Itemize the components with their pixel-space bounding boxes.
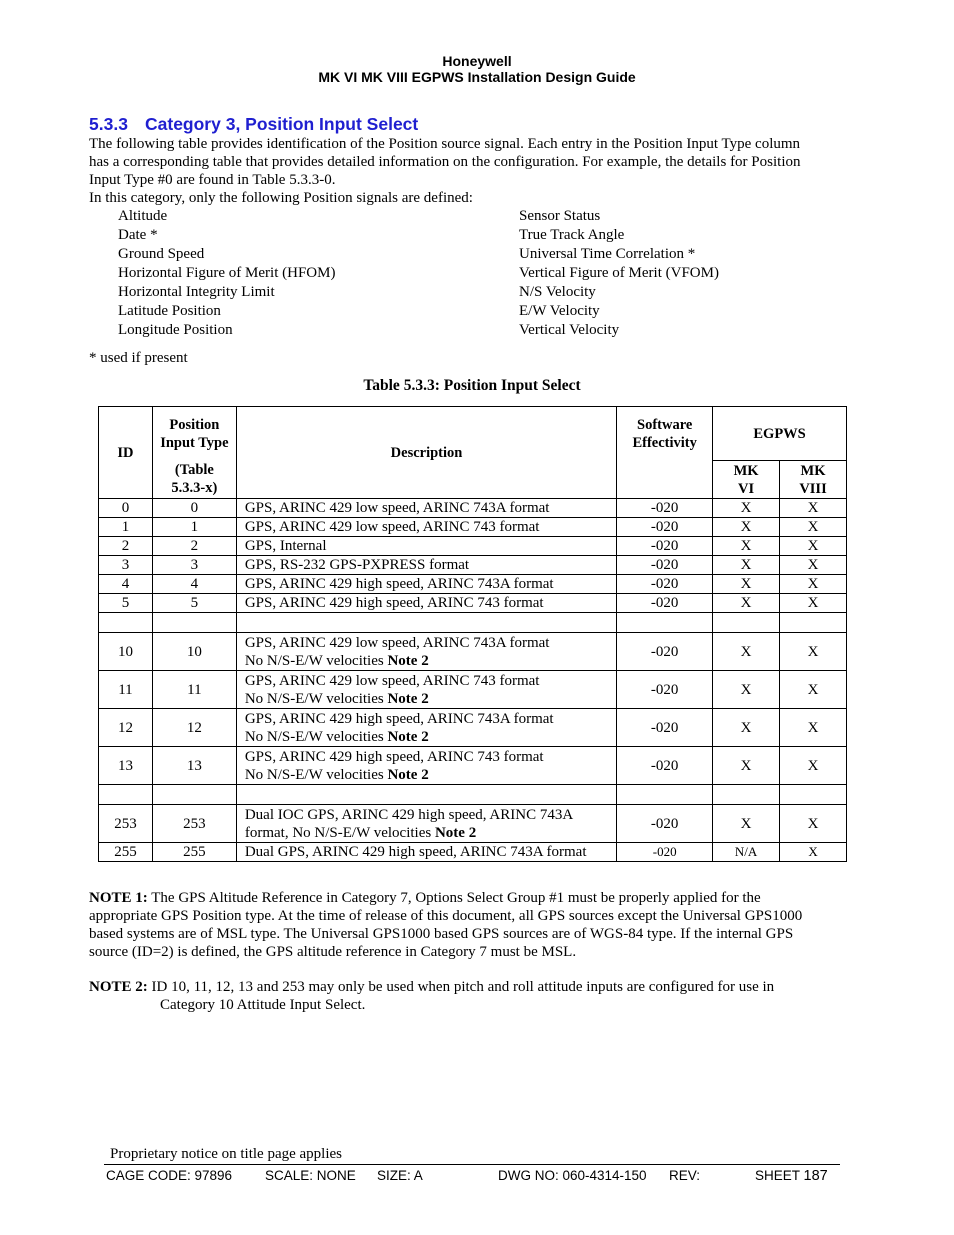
table-row [99, 537, 847, 556]
cell-software: -020 [617, 556, 713, 575]
cell-description: Dual GPS, ARINC 429 high speed, ARINC 743A format [236, 843, 616, 862]
description-line-1: GPS, ARINC 429 high speed, ARINC 743 format [244, 748, 544, 765]
cell-mk8: X [780, 556, 847, 575]
header-company: Honeywell [442, 53, 512, 69]
mk8-line-2: VIII [799, 480, 827, 497]
mk6-line-1: MK [733, 462, 759, 479]
cell-id: 3 [99, 556, 153, 575]
cell-software: -020 [617, 518, 713, 537]
signal-left-5: Horizontal Integrity Limit [118, 284, 275, 300]
cell-description: GPS, RS-232 GPS-PXPRESS format [236, 556, 616, 575]
cell-mk8: X [780, 805, 847, 843]
table-row [99, 671, 847, 709]
note-2-line-1 [89, 978, 774, 996]
cell-type: 10 [152, 633, 236, 671]
note-reference: Note 2 [387, 728, 429, 745]
signal-left-6: Latitude Position [118, 303, 221, 319]
col-header-mk8 [780, 461, 847, 499]
description-line-2 [245, 690, 616, 708]
cell-mk8: X [780, 709, 847, 747]
header-title: MK VI MK VIII EGPWS Installation Design Guide [318, 69, 636, 85]
description-text: No N/S-E/W velocities [244, 690, 388, 707]
cell-mk6: X [713, 537, 780, 556]
cell-type: 4 [152, 575, 236, 594]
section-number: 5.3.3 [89, 114, 128, 134]
pos-type-line-3: (Table [174, 462, 214, 479]
note-2-text: ID 10, 11, 12, 13 and 253 may only be used when pitch and roll attitude inputs are configured for use in [147, 979, 775, 995]
signal-left-4: Horizontal Figure of Merit (HFOM) [118, 265, 336, 281]
signal-right-7: Vertical Velocity [519, 322, 620, 338]
signal-right-5: N/S Velocity [519, 284, 596, 300]
col-header-id: ID [99, 407, 153, 499]
col-header-description: Description [236, 407, 616, 499]
description-text: format, No N/S-E/W velocities [244, 824, 435, 841]
table-row [99, 633, 847, 671]
scale: SCALE: NONE [265, 1168, 356, 1183]
table-row [99, 843, 847, 862]
intro-line-2: has a corresponding table that provides detailed information on the configuration. For example, the details for Position [89, 154, 801, 170]
footer-divider [104, 1164, 840, 1165]
col-header-software-empty [617, 461, 713, 499]
section-title: Category 3, Position Input Select [145, 114, 419, 134]
cell-type: 0 [152, 499, 236, 518]
signal-right-1: Sensor Status [519, 208, 601, 224]
cell-id: 12 [99, 709, 153, 747]
cell-software: -020 [617, 843, 713, 862]
pos-type-line-1: Position [169, 416, 220, 433]
cell-software: -020 [617, 499, 713, 518]
sheet-number: 187 [803, 1168, 828, 1184]
note-reference: Note 2 [387, 690, 429, 707]
sheet [755, 1168, 828, 1184]
cell-description [236, 633, 616, 671]
cell-software: -020 [617, 633, 713, 671]
software-line-1: Software [637, 416, 693, 433]
signal-left-1: Altitude [118, 208, 168, 224]
cell-type: 13 [152, 747, 236, 785]
col-header-egpws: EGPWS [713, 407, 847, 461]
cell-type: 5 [152, 594, 236, 613]
position-input-table [98, 406, 847, 862]
table-row [99, 747, 847, 785]
description-text: No N/S-E/W velocities [244, 652, 388, 669]
cell-id: 0 [99, 499, 153, 518]
cell-mk8: X [780, 843, 847, 862]
cell-description: GPS, ARINC 429 low speed, ARINC 743 format [236, 518, 616, 537]
col-header-position-type [152, 407, 236, 461]
cell-mk6: X [713, 633, 780, 671]
cell-type: 2 [152, 537, 236, 556]
col-header-software [617, 407, 713, 461]
cell-software: -020 [617, 537, 713, 556]
cell-type: 255 [152, 843, 236, 862]
cell-mk8: X [780, 537, 847, 556]
cell-software: -020 [617, 805, 713, 843]
note-1-label: NOTE 1: [89, 890, 148, 906]
cell-description [236, 805, 616, 843]
cell-software: -020 [617, 575, 713, 594]
pos-type-line-2: Input Type [160, 434, 229, 451]
cell-mk8: X [780, 575, 847, 594]
cell-mk8: X [780, 518, 847, 537]
cell-mk8: X [780, 594, 847, 613]
mk8-line-1: MK [800, 462, 826, 479]
table-row [99, 556, 847, 575]
table-row-blank [99, 785, 847, 805]
cell-type: 1 [152, 518, 236, 537]
description-line-1: GPS, ARINC 429 low speed, ARINC 743 format [244, 672, 540, 689]
cell-mk6: X [713, 747, 780, 785]
table-row [99, 805, 847, 843]
signal-right-6: E/W Velocity [519, 303, 600, 319]
cell-description: GPS, ARINC 429 high speed, ARINC 743 format [236, 594, 616, 613]
sheet-label: SHEET [755, 1168, 800, 1183]
description-line-2 [245, 766, 616, 784]
cell-id: 11 [99, 671, 153, 709]
software-line-2: Effectivity [632, 434, 697, 451]
col-header-mk6 [713, 461, 780, 499]
signal-left-2: Date * [118, 227, 158, 243]
table-row [99, 518, 847, 537]
cell-id: 1 [99, 518, 153, 537]
cell-mk6: X [713, 556, 780, 575]
note-reference: Note 2 [434, 824, 477, 841]
note-2-label: NOTE 2: [89, 979, 148, 995]
intro-line-3: Input Type #0 are found in Table 5.3.3-0. [89, 172, 336, 188]
description-line-1: GPS, ARINC 429 high speed, ARINC 743A format [244, 710, 554, 727]
table-row [99, 709, 847, 747]
cell-software: -020 [617, 747, 713, 785]
signal-left-7: Longitude Position [118, 322, 233, 338]
pos-type-line-4: 5.3.3-x) [171, 480, 218, 497]
cell-description: GPS, ARINC 429 high speed, ARINC 743A format [236, 575, 616, 594]
cell-description [236, 671, 616, 709]
cell-mk8: X [780, 499, 847, 518]
cell-id: 10 [99, 633, 153, 671]
cell-id: 13 [99, 747, 153, 785]
signal-right-3: Universal Time Correlation * [519, 246, 696, 262]
cell-id: 4 [99, 575, 153, 594]
cell-mk6: X [713, 671, 780, 709]
table-row [99, 594, 847, 613]
cell-software: -020 [617, 709, 713, 747]
proprietary-notice: Proprietary notice on title page applies [110, 1146, 343, 1162]
note-2-line-2: Category 10 Attitude Input Select. [160, 997, 366, 1013]
cell-description [236, 747, 616, 785]
cell-mk6: X [713, 709, 780, 747]
note-reference: Note 2 [387, 766, 429, 783]
intro-line-1: The following table provides identification of the Position source signal. Each entry in the Position Input Type column [89, 136, 801, 152]
cell-mk6: X [713, 594, 780, 613]
cell-software: -020 [617, 594, 713, 613]
cage-code: CAGE CODE: 97896 [106, 1168, 233, 1183]
cell-mk6: X [713, 518, 780, 537]
signal-right-4: Vertical Figure of Merit (VFOM) [519, 265, 719, 281]
table-row [99, 499, 847, 518]
table-row-blank [99, 613, 847, 633]
cell-id: 253 [99, 805, 153, 843]
cell-mk8: X [780, 633, 847, 671]
cell-mk8: X [780, 747, 847, 785]
description-line-1: GPS, ARINC 429 low speed, ARINC 743A format [244, 634, 550, 651]
drawing-number: DWG NO: 060-4314-150 [498, 1168, 647, 1183]
footnote-used-if-present: * used if present [89, 350, 188, 366]
description-text: No N/S-E/W velocities [244, 766, 388, 783]
cell-id: 255 [99, 843, 153, 862]
note-1-text: The GPS Altitude Reference in Category 7, Options Select Group #1 must be properly applied for the [147, 890, 761, 906]
section-heading [89, 114, 418, 135]
size: SIZE: A [377, 1168, 423, 1183]
cell-type: 12 [152, 709, 236, 747]
cell-type: 11 [152, 671, 236, 709]
description-line-1: Dual IOC GPS, ARINC 429 high speed, ARINC 743A [244, 806, 574, 823]
table-caption: Table 5.3.3: Position Input Select [363, 377, 581, 394]
note-2 [89, 978, 774, 1014]
note-1-line-3: based systems are of MSL type. The Universal GPS1000 based GPS sources are of WGS-84 type. If the internal GPS [89, 926, 794, 942]
table-row [99, 575, 847, 594]
note-reference: Note 2 [387, 652, 429, 669]
revision: REV: [669, 1168, 701, 1183]
description-line-2 [245, 728, 616, 746]
note-1-line-4: source (ID=2) is defined, the GPS altitude reference in Category 7 must be MSL. [89, 944, 577, 960]
intro-line-4: In this category, only the following Position signals are defined: [89, 190, 473, 206]
description-line-2 [245, 824, 616, 842]
description-text: No N/S-E/W velocities [244, 728, 388, 745]
cell-id: 5 [99, 594, 153, 613]
signal-right-2: True Track Angle [519, 227, 625, 243]
description-line-2 [245, 652, 616, 670]
cell-mk8: X [780, 671, 847, 709]
cell-mk6: N/A [713, 843, 780, 862]
cell-type: 3 [152, 556, 236, 575]
cell-description: GPS, Internal [236, 537, 616, 556]
cell-mk6: X [713, 805, 780, 843]
cell-mk6: X [713, 499, 780, 518]
note-1-line-1 [89, 889, 802, 907]
col-header-position-table [152, 461, 236, 499]
cell-id: 2 [99, 537, 153, 556]
mk6-line-2: VI [738, 480, 755, 497]
cell-description: GPS, ARINC 429 low speed, ARINC 743A format [236, 499, 616, 518]
note-1-line-2: appropriate GPS Position type. At the time of release of this document, all GPS sources except the Universal GPS1000 [89, 908, 803, 924]
signal-left-3: Ground Speed [118, 246, 205, 262]
cell-mk6: X [713, 575, 780, 594]
cell-software: -020 [617, 671, 713, 709]
cell-type: 253 [152, 805, 236, 843]
cell-description [236, 709, 616, 747]
note-1 [89, 889, 802, 961]
